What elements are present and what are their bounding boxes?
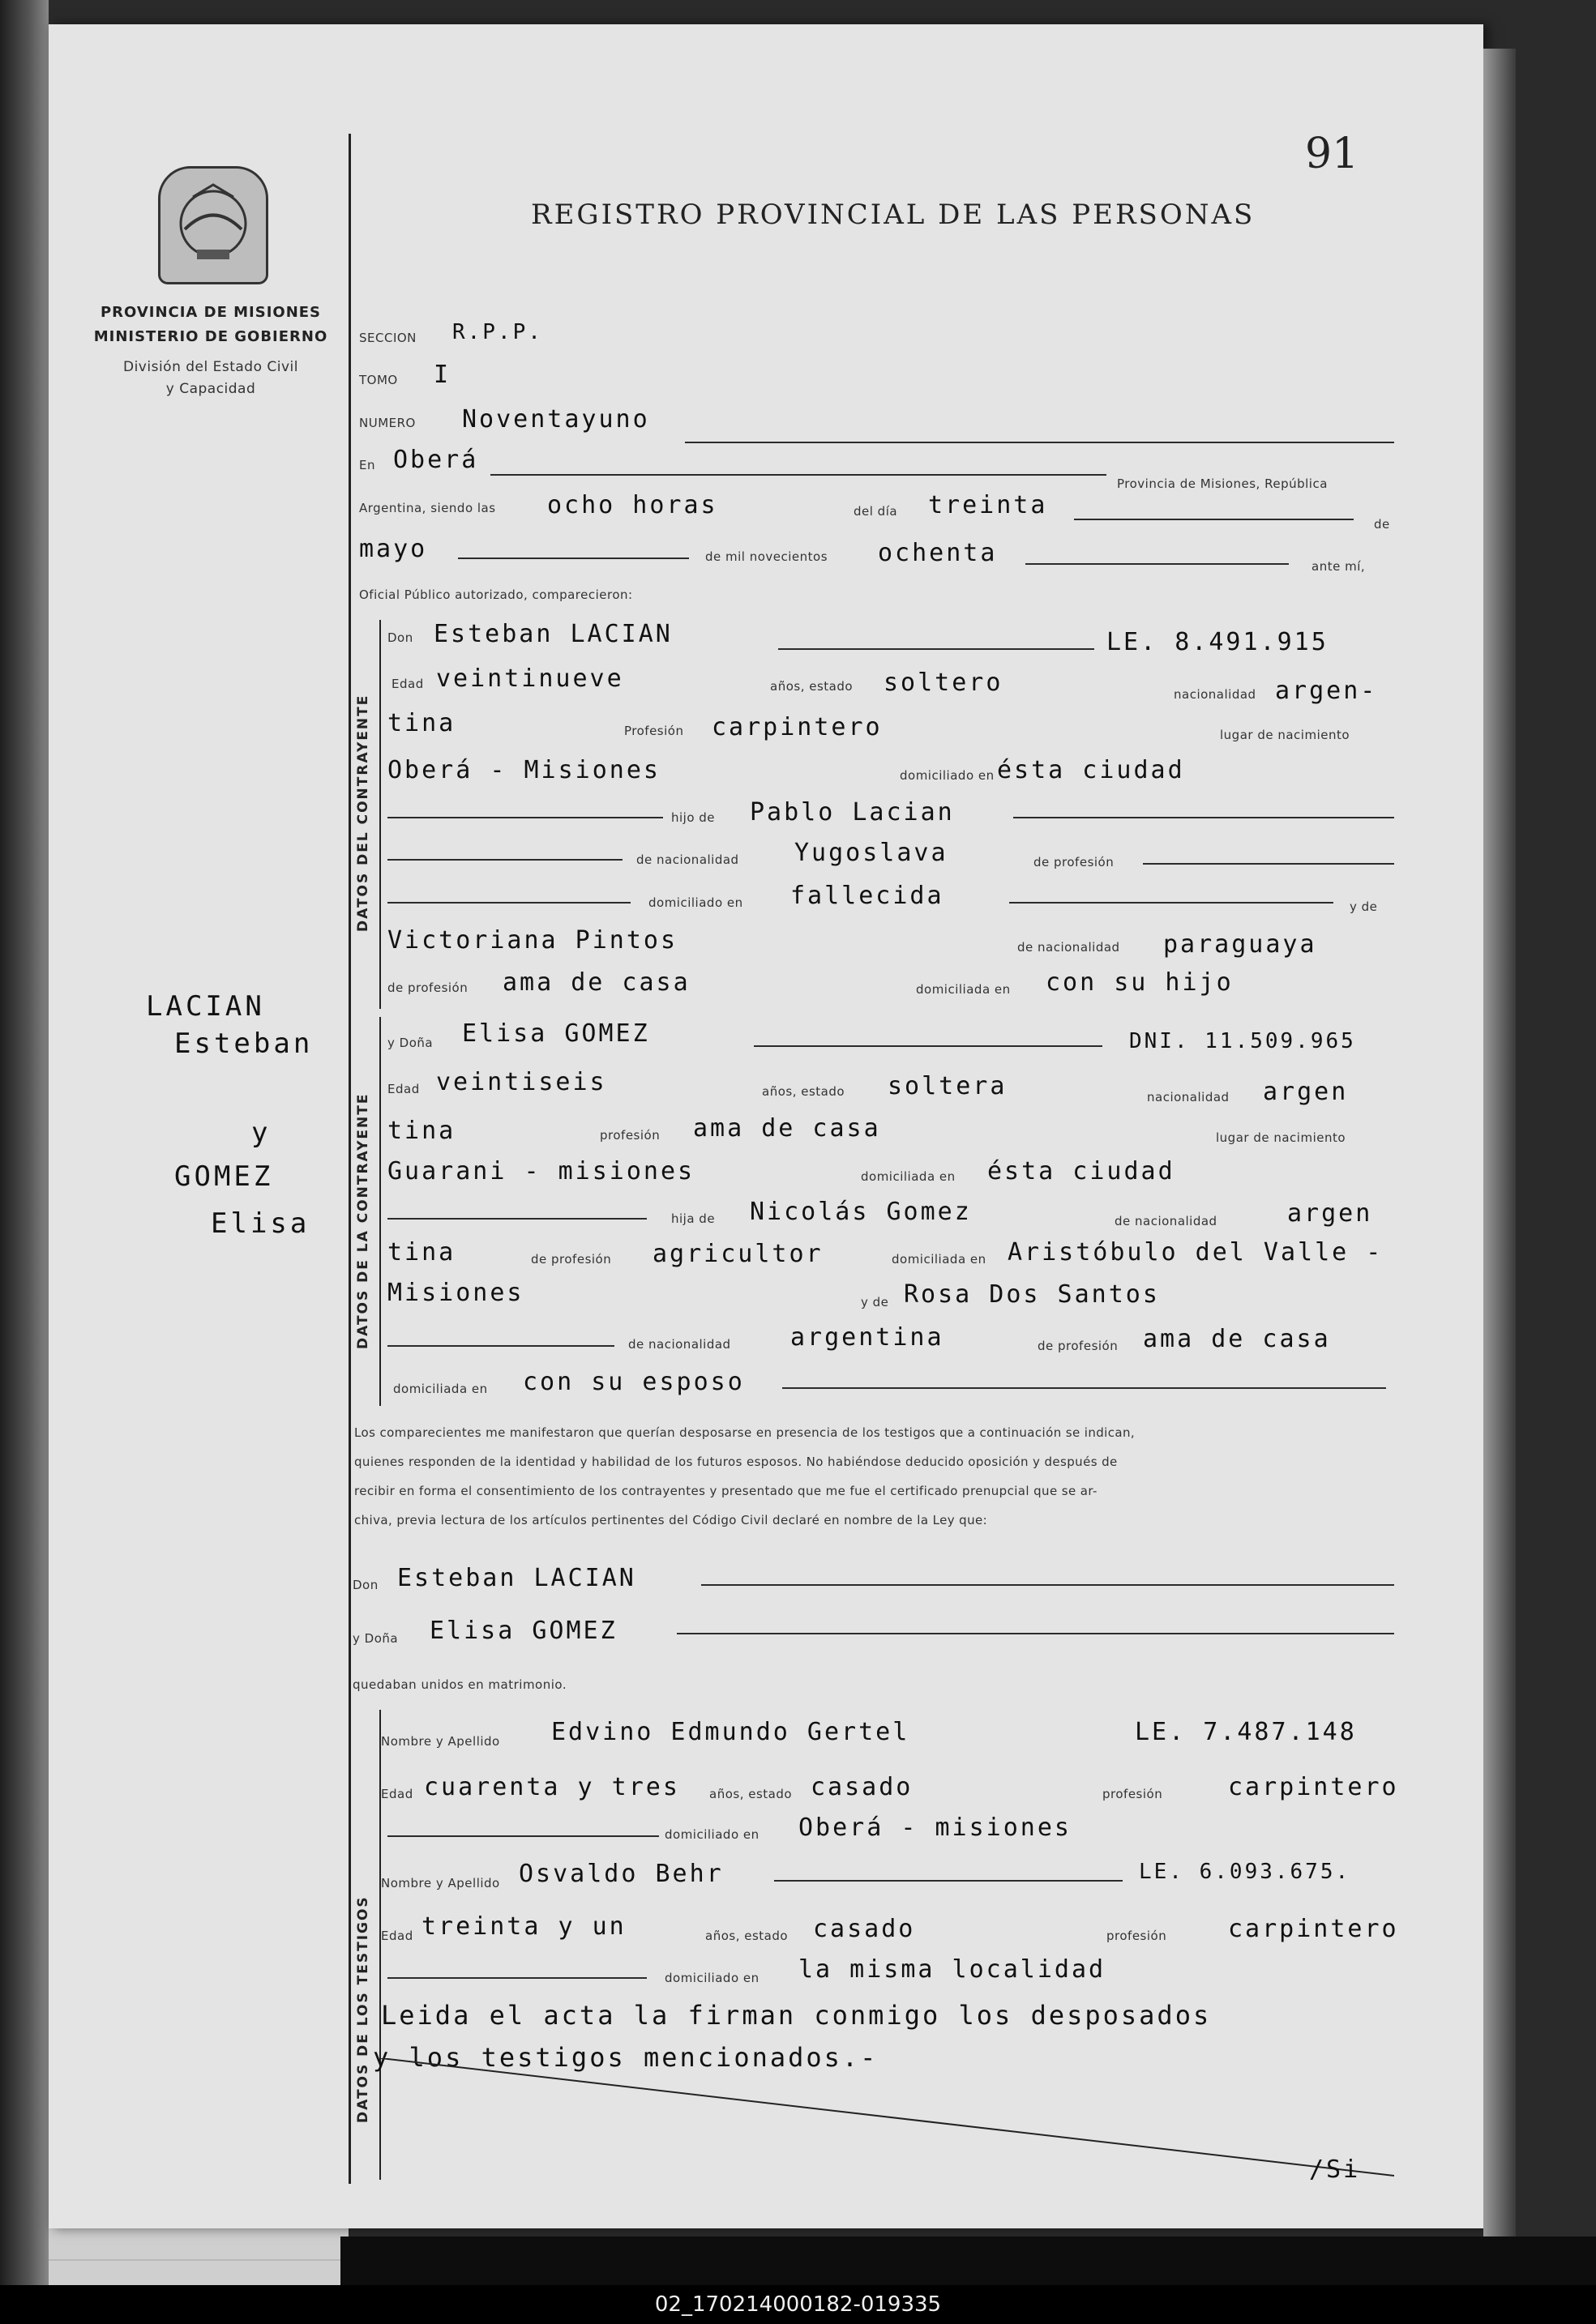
w2-residence: la misma localidad [798, 1955, 1106, 1984]
groom-mother-occupation: ama de casa [503, 968, 691, 997]
groom-nationality-2: tina [387, 709, 456, 737]
groom-don-label: Don [387, 630, 413, 645]
bride-father-residence: Aristóbulo del Valle - [1008, 1238, 1384, 1267]
w2-name: Osvaldo Behr [519, 1860, 724, 1888]
w1-age: cuarenta y tres [424, 1773, 680, 1801]
groom-father-nac-line [387, 859, 623, 861]
bride-lugar-label: lugar de nacimiento [1216, 1130, 1346, 1145]
groom-residence: ésta ciudad [997, 756, 1185, 784]
groom-mother: Victoriana Pintos [387, 926, 678, 955]
bride-edad-label: Edad [387, 1082, 420, 1096]
cancel-stroke [381, 2058, 1394, 2180]
argentina-text: Argentina, siendo las [359, 501, 496, 515]
page-number: 91 [1305, 130, 1359, 178]
w2-profesion-label: profesión [1106, 1929, 1167, 1943]
decl-bride-name: Elisa GOMEZ [430, 1617, 618, 1645]
w1-status: casado [811, 1773, 914, 1801]
bride-mother-dom-label: domiciliada en [393, 1382, 488, 1396]
place-value: Oberá [393, 446, 479, 474]
bride-domiciliada-label: domiciliada en [861, 1169, 956, 1184]
margin-name-bride: Elisa [211, 1207, 310, 1240]
bride-mother-nac-label: de nacionalidad [628, 1337, 731, 1352]
year-line [1025, 563, 1289, 565]
bottom-strip [340, 2236, 1596, 2285]
bride-side-label: DATOS DE LA CONTRAYENTE [355, 1092, 371, 1349]
ante-mi-label: ante mí, [1311, 559, 1366, 574]
groom-birthplace: Oberá - Misiones [387, 756, 661, 784]
bride-residence: ésta ciudad [987, 1157, 1175, 1185]
bride-father-occupation: agricultor [653, 1240, 824, 1268]
w2-edad-label: Edad [381, 1929, 413, 1943]
w2-occupation: carpintero [1228, 1915, 1399, 1943]
groom-name: Esteban LACIAN [434, 620, 673, 648]
form-left-rule [349, 134, 351, 2184]
decl-bride-line [677, 1633, 1394, 1634]
groom-mother-nac-label: de nacionalidad [1017, 940, 1120, 955]
bride-father-nationality-1: argen [1287, 1199, 1373, 1228]
groom-mother-residence: con su hijo [1046, 968, 1234, 997]
groom-father-nationality: Yugoslava [794, 839, 948, 867]
declaration-line-1: Los comparecientes me manifestaron que querían desposarse en presencia de los testigos que a continuación se indican, [354, 1425, 1136, 1440]
tomo-label: TOMO [359, 373, 398, 387]
w1-occupation: carpintero [1228, 1773, 1399, 1801]
bride-nationality-1: argen [1263, 1078, 1349, 1106]
groom-father-residence: fallecida [790, 882, 944, 910]
groom-father-prof-line [1143, 863, 1394, 865]
w2-domiciliado-label: domiciliado en [665, 1971, 759, 1985]
book-spine [0, 0, 49, 2324]
bride-mother-dom-line [782, 1387, 1386, 1389]
united-text: quedaban unidos en matrimonio. [353, 1677, 567, 1692]
decl-groom-name: Esteban LACIAN [397, 1564, 636, 1592]
bride-mother-occupation: ama de casa [1143, 1325, 1331, 1353]
declaration-line-3: recibir en forma el consentimiento de los contrayentes y presentado que me fue el certificado prenupcial que se ar- [354, 1484, 1098, 1498]
bride-age: veintiseis [436, 1068, 607, 1096]
groom-domiciliado-label: domiciliado en [900, 768, 995, 783]
closing-line-2: y los testigos mencionados.- [373, 2042, 879, 2073]
seccion-label: SECCION [359, 331, 417, 345]
bride-hija-line [387, 1218, 647, 1220]
bride-dona-label: y Doña [387, 1036, 434, 1050]
bride-father-nac-label: de nacionalidad [1115, 1214, 1217, 1228]
signature-mark: /Si [1309, 2155, 1361, 2184]
provincial-seal [158, 166, 268, 284]
w1-doc: LE. 7.487.148 [1135, 1718, 1357, 1746]
w2-age: treinta y un [421, 1912, 627, 1941]
ministry-heading: MINISTERIO DE GOBIERNO [93, 328, 328, 345]
w2-dom-line [387, 1977, 647, 1979]
margin-name-groom: Esteban [174, 1027, 314, 1060]
decl-dona-label: y Doña [353, 1631, 399, 1646]
w2-anios-label: años, estado [705, 1929, 789, 1943]
w2-doc: LE. 6.093.675. [1139, 1860, 1351, 1884]
groom-nationality-1: argen- [1275, 677, 1378, 705]
bride-father-residence-2: Misiones [387, 1279, 524, 1307]
bride-birthplace: Guarani - misiones [387, 1157, 695, 1185]
closing-line-1: Leida el acta la firman conmigo los desposados [381, 2000, 1212, 2031]
division-line-2: y Capacidad [165, 381, 256, 397]
margin-surname-bride: GOMEZ [174, 1160, 274, 1193]
bride-name: Elisa GOMEZ [462, 1019, 650, 1048]
hour-value: ocho horas [547, 491, 718, 519]
year-value: ochenta [878, 539, 998, 567]
w1-profesion-label: profesión [1102, 1787, 1163, 1801]
page-title: REGISTRO PROVINCIAL DE LAS PERSONAS [531, 199, 1256, 231]
groom-father: Pablo Lacian [750, 798, 955, 827]
day-line [1074, 519, 1354, 520]
bride-mother-prof-label: de profesión [1038, 1339, 1119, 1353]
month-line [458, 558, 689, 559]
bride-block-rule [379, 1017, 381, 1406]
division-line-1: División del Estado Civil [122, 359, 298, 375]
declaration-line-4: chiva, previa lectura de los artículos pertinentes del Código Civil declaré en nombre de la Ley que: [354, 1513, 988, 1527]
groom-father-dom-rest [1009, 902, 1333, 904]
groom-block-rule [379, 620, 381, 1009]
groom-father-dom-line [387, 902, 631, 904]
del-dia-label: del día [854, 504, 898, 519]
groom-age: veintinueve [436, 664, 624, 693]
groom-father-line [1013, 817, 1394, 818]
bride-name-line [754, 1045, 1102, 1047]
bride-profesion-label: profesión [600, 1128, 661, 1143]
groom-hijo-line [387, 817, 663, 818]
bride-mother: Rosa Dos Santos [904, 1280, 1160, 1309]
bride-hija-label: hija de [671, 1211, 716, 1226]
numero-line [685, 442, 1394, 443]
bride-status: soltera [888, 1072, 1008, 1100]
groom-lugar-label: lugar de nacimiento [1220, 728, 1350, 742]
groom-mother-prof-label: de profesión [387, 980, 469, 995]
declaration-paragraph [354, 1418, 1400, 1535]
w1-dom-line [387, 1835, 659, 1837]
decl-don-label: Don [353, 1578, 379, 1592]
numero-value: Noventayuno [462, 405, 650, 434]
groom-father-dom-label: domiciliado en [648, 895, 743, 910]
groom-de-profesion-label: de profesión [1033, 855, 1115, 869]
groom-mother-nationality: paraguaya [1163, 930, 1317, 959]
bride-anios-label: años, estado [762, 1084, 845, 1099]
numero-label: NUMERO [359, 416, 416, 430]
margin-surname-groom: LACIAN [146, 990, 265, 1023]
w2-nombre-label: Nombre y Apellido [381, 1876, 500, 1890]
groom-de-nacionalidad-label: de nacionalidad [636, 852, 739, 867]
w1-residence: Oberá - misiones [798, 1813, 1072, 1842]
place-line [490, 474, 1106, 476]
groom-status: soltero [884, 669, 1003, 697]
groom-hijo-label: hijo de [671, 810, 716, 825]
declaration-line-2: quienes responden de la identidad y habilidad de los futuros esposos. No habiéndose deducido oposición y después de [354, 1455, 1118, 1469]
month-value: mayo [359, 535, 428, 563]
bride-mother-nationality: argentina [790, 1323, 944, 1352]
oficial-text: Oficial Público autorizado, comparecieron: [359, 587, 633, 602]
groom-side-label: DATOS DEL CONTRAYENTE [355, 694, 371, 932]
de-label: de [1374, 517, 1390, 532]
groom-y-de-label: y de [1350, 899, 1378, 914]
tomo-value: I [434, 361, 451, 389]
w2-status: casado [813, 1915, 916, 1943]
scan-caption: 02_170214000182-019335 [0, 2285, 1596, 2324]
w1-nombre-label: Nombre y Apellido [381, 1734, 500, 1749]
witness-side-label: DATOS DE LOS TESTIGOS [355, 1895, 371, 2123]
bride-father-dom-label: domiciliada en [892, 1252, 986, 1267]
bride-father-nationality-2: tina [387, 1238, 456, 1267]
groom-edad-label: Edad [392, 677, 424, 691]
bride-y-de-label: y de [861, 1295, 889, 1309]
w1-domiciliado-label: domiciliado en [665, 1827, 759, 1842]
mil-novecientos-label: de mil novecientos [705, 549, 828, 564]
groom-anios-label: años, estado [770, 679, 854, 694]
bride-mother-residence: con su esposo [523, 1368, 745, 1396]
bride-father: Nicolás Gomez [750, 1198, 972, 1226]
bride-doc: DNI. 11.509.965 [1129, 1029, 1356, 1053]
page-edge [1483, 49, 1516, 2236]
groom-occupation: carpintero [712, 713, 883, 741]
margin-and: y [251, 1117, 272, 1149]
groom-mother-dom-label: domiciliada en [916, 982, 1011, 997]
groom-name-line [778, 648, 1094, 650]
bride-mother-nac-line [387, 1345, 614, 1347]
w2-name-line [774, 1880, 1123, 1882]
province-text: Provincia de Misiones, República [1117, 476, 1328, 491]
bride-father-prof-label: de profesión [531, 1252, 612, 1267]
day-value: treinta [928, 491, 1048, 519]
seccion-value: R.P.P. [452, 320, 543, 344]
bride-nac-label: nacionalidad [1147, 1090, 1230, 1104]
w1-edad-label: Edad [381, 1787, 413, 1801]
w1-name: Edvino Edmundo Gertel [551, 1718, 910, 1746]
groom-nac-label: nacionalidad [1174, 687, 1256, 702]
decl-groom-line [701, 1584, 1394, 1586]
province-heading: PROVINCIA DE MISIONES [100, 304, 322, 321]
bride-nationality-2: tina [387, 1117, 456, 1145]
groom-profesion-label: Profesión [624, 724, 684, 738]
w1-anios-label: años, estado [709, 1787, 793, 1801]
en-label: En [359, 458, 375, 472]
bride-occupation: ama de casa [693, 1114, 881, 1143]
groom-doc: LE. 8.491.915 [1106, 628, 1329, 656]
